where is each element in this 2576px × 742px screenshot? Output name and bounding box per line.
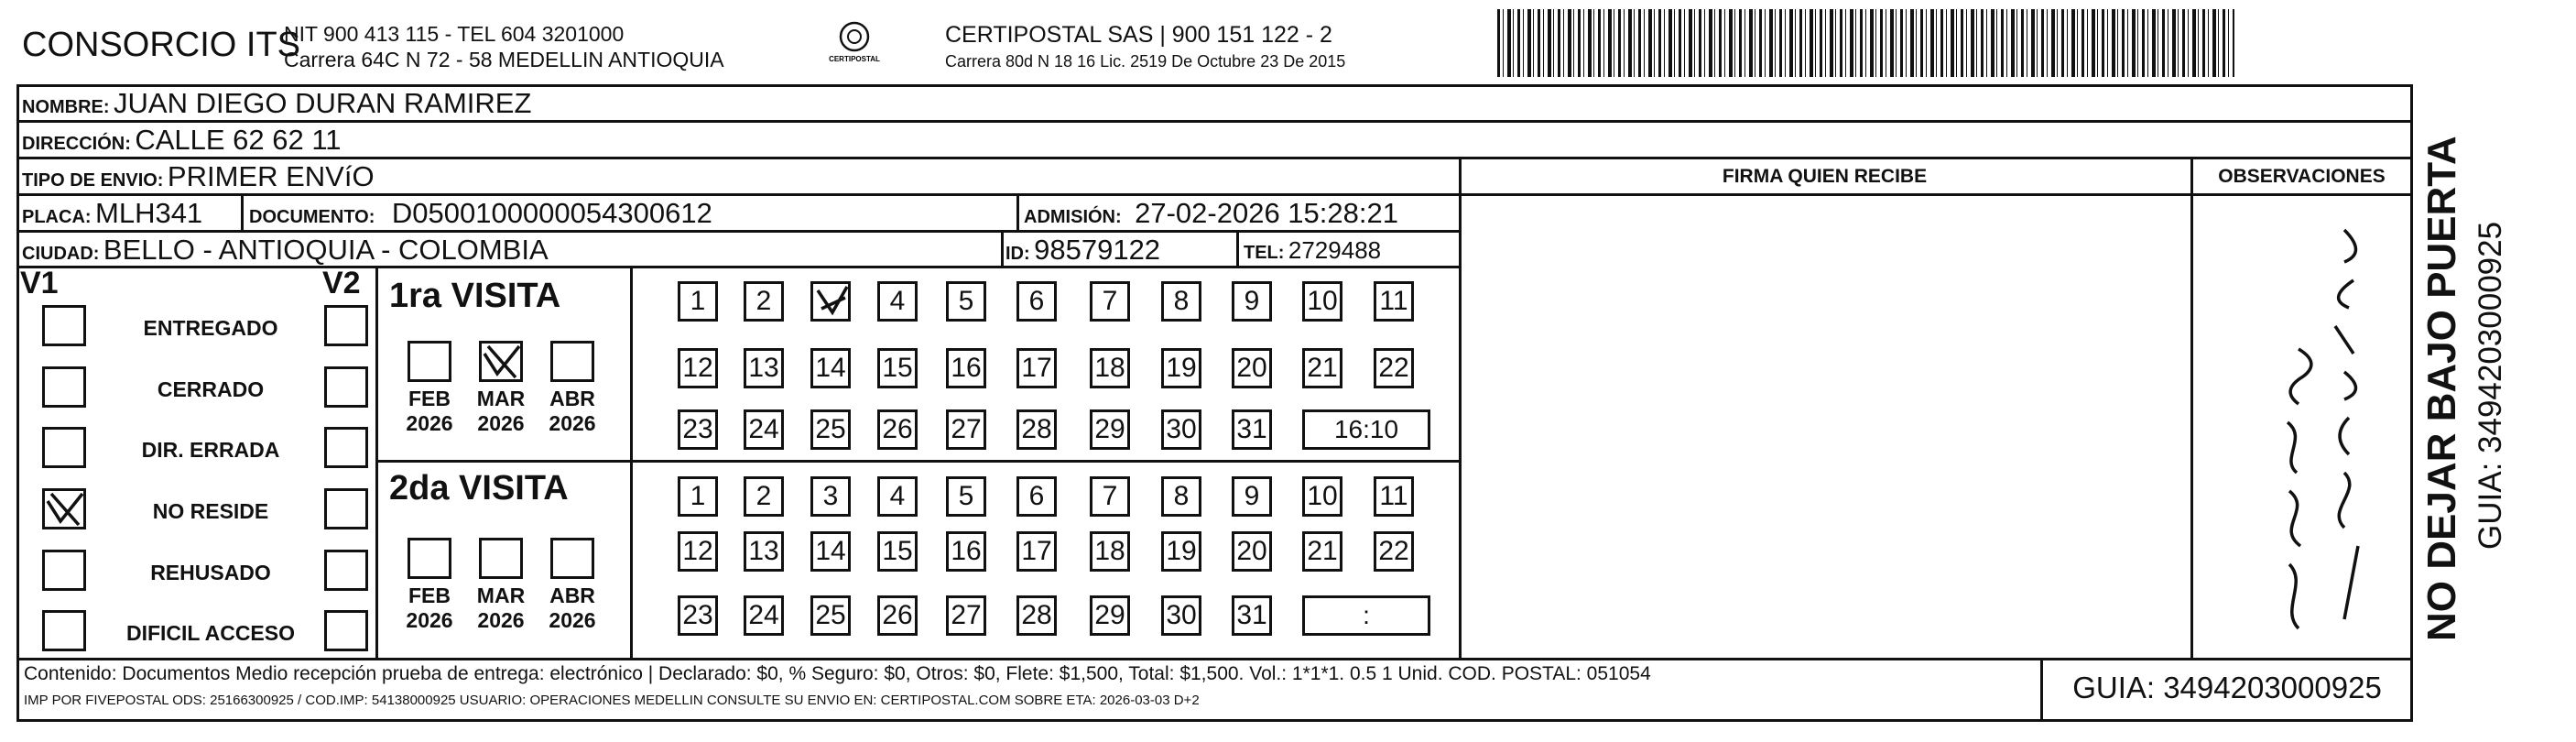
visit2-day-4[interactable]: 4 — [877, 476, 918, 517]
visit1-day-26[interactable]: 26 — [877, 409, 918, 450]
visit1-day-28[interactable]: 28 — [1016, 409, 1057, 450]
status-label-cerrado: CERRADO — [157, 377, 265, 401]
v2-checkbox-entregado[interactable] — [324, 305, 368, 346]
visit2-day-30[interactable]: 30 — [1161, 595, 1201, 636]
visit2-day-15[interactable]: 15 — [877, 531, 918, 572]
visit1-day-29[interactable]: 29 — [1090, 409, 1130, 450]
side-guia: GUIA: 3494203000925 — [2473, 221, 2508, 550]
tipo-value: PRIMER ENVíO — [167, 160, 375, 192]
v2-header: V2 — [322, 266, 361, 300]
visit2-day-21[interactable]: 21 — [1302, 531, 1342, 572]
ciudad-value: BELLO - ANTIOQUIA - COLOMBIA — [103, 234, 549, 266]
placa-label: PLACA: — [22, 207, 92, 227]
visit2-day-6[interactable]: 6 — [1016, 476, 1057, 517]
visit2-day-28[interactable]: 28 — [1016, 595, 1057, 636]
visit1-day-7[interactable]: 7 — [1090, 281, 1130, 322]
documento-label: DOCUMENTO: — [249, 207, 375, 227]
visit2-title: 2da VISITA — [389, 469, 569, 507]
visit1-day-1[interactable]: 1 — [678, 281, 718, 322]
nombre-label: NOMBRE: — [22, 97, 110, 117]
visit2-day-27[interactable]: 27 — [946, 595, 986, 636]
visit2-day-7[interactable]: 7 — [1090, 476, 1130, 517]
visit1-month-label-abr: ABR 2026 — [549, 387, 596, 435]
status-label-rehusado: REHUSADO — [150, 561, 271, 584]
visit1-day-20[interactable]: 20 — [1232, 348, 1272, 388]
visit1-day-3[interactable] — [810, 281, 851, 322]
company-line-2: Carrera 64C N 72 - 58 MEDELLIN ANTIOQUIA — [284, 48, 724, 71]
firma-header: FIRMA QUIEN RECIBE — [1722, 166, 1928, 187]
admision-value: 27-02-2026 15:28:21 — [1135, 197, 1398, 229]
visit2-day-3[interactable]: 3 — [810, 476, 851, 517]
visit1-month-label-mar: MAR 2026 — [476, 387, 526, 435]
placa-field — [22, 197, 202, 230]
visit2-day-9[interactable]: 9 — [1232, 476, 1272, 517]
visit2-day-18[interactable]: 18 — [1090, 531, 1130, 572]
tel-label: TEL: — [1244, 243, 1285, 263]
observaciones-header: OBSERVACIONES — [2218, 166, 2386, 187]
company-line-1: NIT 900 413 115 - TEL 604 3201000 — [284, 22, 625, 46]
direccion-row — [22, 124, 342, 157]
observaciones-handwriting — [2198, 198, 2408, 652]
visit1-time-field[interactable]: 16:10 — [1302, 409, 1430, 450]
visit1-day-2[interactable]: 2 — [744, 281, 784, 322]
documento-field — [249, 197, 712, 230]
visit1-day-31[interactable]: 31 — [1232, 409, 1272, 450]
v1-checkbox-entregado[interactable] — [42, 305, 86, 346]
visit2-day-29[interactable]: 29 — [1090, 595, 1130, 636]
v1-checkbox-dir-errada[interactable] — [42, 427, 86, 468]
v2-checkbox-cerrado[interactable] — [324, 366, 368, 408]
barcode — [1497, 9, 2234, 77]
tel-value: 2729488 — [1288, 236, 1382, 264]
visit1-day-27[interactable]: 27 — [946, 409, 986, 450]
tipo-label: TIPO DE ENVIO: — [22, 170, 164, 191]
placa-value: MLH341 — [95, 197, 203, 229]
visit2-month-label-mar: MAR 2026 — [476, 584, 526, 632]
visit2-day-14[interactable]: 14 — [810, 531, 851, 572]
status-label-dificil-acceso: DIFICIL ACCESO — [125, 621, 295, 645]
visit2-day-16[interactable]: 16 — [946, 531, 986, 572]
visit2-day-1[interactable]: 1 — [678, 476, 718, 517]
carrier-line-2: Carrera 80d N 18 16 Lic. 2519 De Octubre 23 De 2015 — [945, 52, 1346, 71]
carrier-logo-text: CERTIPOSTAL — [829, 55, 880, 63]
visit2-day-12[interactable]: 12 — [678, 531, 718, 572]
visit1-day-24[interactable]: 24 — [744, 409, 784, 450]
visit2-day-24[interactable]: 24 — [744, 595, 784, 636]
side-warning: NO DEJAR BAJO PUERTA — [2419, 136, 2464, 641]
admision-field — [1024, 197, 1398, 230]
admision-label: ADMISIÓN: — [1024, 207, 1122, 227]
v1-checkbox-no-reside[interactable] — [42, 488, 86, 529]
visit1-day-9[interactable]: 9 — [1232, 281, 1272, 322]
visit2-day-17[interactable]: 17 — [1016, 531, 1057, 572]
visit1-title: 1ra VISITA — [389, 277, 561, 315]
v1-checkbox-dificil-acceso[interactable] — [42, 610, 86, 651]
documento-value: D0500100000054300612 — [391, 197, 712, 229]
v1-checkbox-cerrado[interactable] — [42, 366, 86, 408]
visit1-day-8[interactable]: 8 — [1161, 281, 1201, 322]
carrier-logo-icon — [829, 20, 880, 68]
v2-checkbox-no-reside[interactable] — [324, 488, 368, 529]
ciudad-field — [22, 234, 549, 267]
direccion-label: DIRECCIÓN: — [22, 134, 131, 154]
visit1-month-abr-checkbox[interactable] — [550, 341, 594, 382]
visit1-day-30[interactable]: 30 — [1161, 409, 1201, 450]
visit2-day-22[interactable]: 22 — [1374, 531, 1414, 572]
tel-field — [1244, 236, 1381, 265]
visit1-day-21[interactable]: 21 — [1302, 348, 1342, 388]
visit1-day-18[interactable]: 18 — [1090, 348, 1130, 388]
v1-header: V1 — [20, 266, 59, 300]
tipo-row — [22, 160, 375, 193]
visit1-day-4[interactable]: 4 — [877, 281, 918, 322]
visit2-day-26[interactable]: 26 — [877, 595, 918, 636]
status-label-entregado: ENTREGADO — [143, 316, 278, 340]
id-value: 98579122 — [1034, 234, 1161, 266]
visit1-day-11[interactable]: 11 — [1374, 281, 1414, 322]
id-label: ID: — [1005, 244, 1030, 264]
visit1-day-25[interactable]: 25 — [810, 409, 851, 450]
visit1-day-23[interactable]: 23 — [678, 409, 718, 450]
visit2-day-19[interactable]: 19 — [1161, 531, 1201, 572]
visit1-day-6[interactable]: 6 — [1016, 281, 1057, 322]
header — [0, 0, 2576, 81]
visit2-time-field[interactable]: : — [1302, 595, 1430, 636]
v2-checkbox-dificil-acceso[interactable] — [324, 610, 368, 651]
status-label-no-reside: NO RESIDE — [152, 499, 269, 523]
visit2-day-25[interactable]: 25 — [810, 595, 851, 636]
visit1-day-13[interactable]: 13 — [744, 348, 784, 388]
visit2-day-20[interactable]: 20 — [1232, 531, 1272, 572]
visit2-day-11[interactable]: 11 — [1374, 476, 1414, 517]
visit1-day-14[interactable]: 14 — [810, 348, 851, 388]
visit1-day-22[interactable]: 22 — [1374, 348, 1414, 388]
visit1-day-17[interactable]: 17 — [1016, 348, 1057, 388]
v1-checkbox-rehusado[interactable] — [42, 550, 86, 591]
footer-imp: IMP POR FIVEPOSTAL ODS: 25166300925 / COD.IMP: 54138000925 USUARIO: OPERACIONES MEDELLIN CONSULTE SU ENVIO EN: CERTIPOSTAL.COM SOBRE ETA: 2026-03-03 D+2 — [24, 693, 1200, 708]
visit2-day-13[interactable]: 13 — [744, 531, 784, 572]
visit2-day-23[interactable]: 23 — [678, 595, 718, 636]
visit2-day-31[interactable]: 31 — [1232, 595, 1272, 636]
direccion-value: CALLE 62 62 11 — [135, 124, 342, 156]
visit1-month-label-feb: FEB 2026 — [406, 387, 453, 435]
visit1-day-5[interactable]: 5 — [946, 281, 986, 322]
visit2-month-mar-checkbox[interactable] — [479, 538, 523, 579]
visit1-day-16[interactable]: 16 — [946, 348, 986, 388]
visit2-day-10[interactable]: 10 — [1302, 476, 1342, 517]
footer-guia: GUIA: 3494203000925 — [2072, 671, 2382, 704]
carrier-line-1: CERTIPOSTAL SAS | 900 151 122 - 2 — [945, 22, 1332, 48]
visit1-day-10[interactable]: 10 — [1302, 281, 1342, 322]
visit2-month-label-feb: FEB 2026 — [406, 584, 453, 632]
status-label-dir-errada: DIR. ERRADA — [141, 438, 280, 462]
ciudad-label: CIUDAD: — [22, 244, 100, 264]
visit1-day-15[interactable]: 15 — [877, 348, 918, 388]
v2-checkbox-rehusado[interactable] — [324, 550, 368, 591]
nombre-row — [22, 87, 531, 120]
carrier-logo — [829, 20, 880, 68]
visit2-month-abr-checkbox[interactable] — [550, 538, 594, 579]
nombre-value: JUAN DIEGO DURAN RAMIREZ — [114, 87, 532, 119]
visit1-day-19[interactable]: 19 — [1161, 348, 1201, 388]
company-name: CONSORCIO ITS — [22, 26, 301, 64]
v2-checkbox-dir-errada[interactable] — [324, 427, 368, 468]
visit2-day-5[interactable]: 5 — [946, 476, 986, 517]
visit2-day-8[interactable]: 8 — [1161, 476, 1201, 517]
visit2-month-label-abr: ABR 2026 — [549, 584, 596, 632]
visit1-day-12[interactable]: 12 — [678, 348, 718, 388]
visit1-month-feb-checkbox[interactable] — [408, 341, 451, 382]
visit2-day-2[interactable]: 2 — [744, 476, 784, 517]
id-field — [1005, 234, 1160, 267]
footer-contenido: Contenido: Documentos Medio recepción prueba de entrega: electrónico | Declarado: $0, % Seguro: $0, Otros: $0, Flete: $1,500, Total: $1,500. Vol.: 1*1*1. 0.5 1 Unid. COD. POSTAL: 051054 — [24, 663, 1651, 684]
visit2-month-feb-checkbox[interactable] — [408, 538, 451, 579]
visit1-month-mar-checkbox[interactable] — [479, 341, 523, 382]
